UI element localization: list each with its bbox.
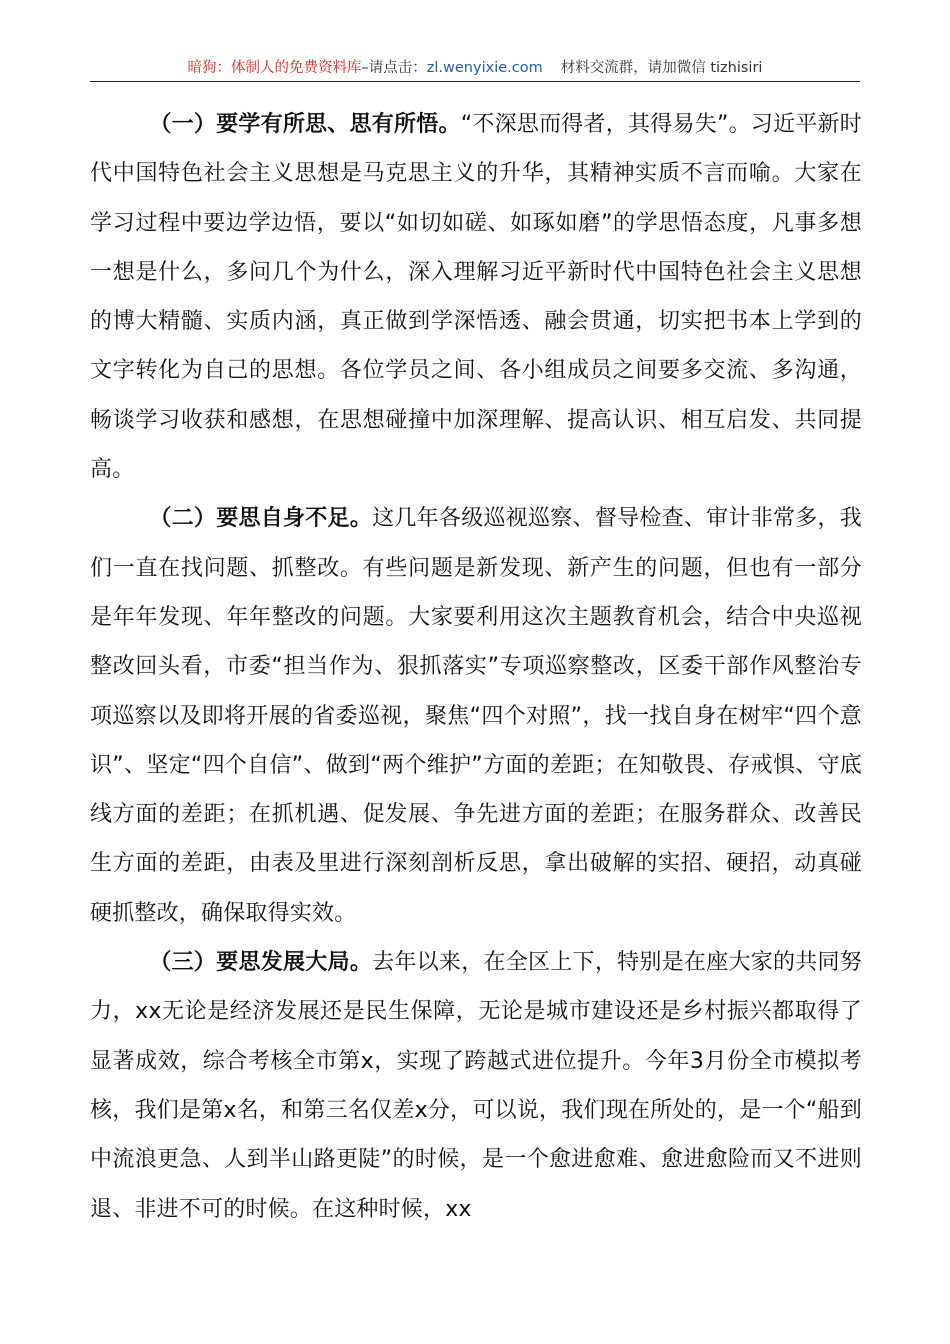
paragraph-3-text: 去年以来，在全区上下，特别是在座大家的共同努力，xx无论是经济发展还是民生保障，无论是城市建设还是乡村振兴都取得了显著成效，综合考核全市第x，实现了跨越式进位提升。今年3月份全市模拟考核，我们是第x名，和第三名仅差x分，可以说，我们现在所处的，是一个“船到中流浪更急、人到半山路更陡”的时候，是一个愈进愈难、愈进愈险而又不进则退、非进不可的时候。在这种时候，xx <box>90 950 862 1222</box>
paragraph-2-text: 这几年各级巡视巡察、督导检查、审计非常多，我们一直在找问题、抓整改。有些问题是新发现、新产生的问题，但也有一部分是年年发现、年年整改的问题。大家要利用这次主题教育机会，结合中央巡视整改回头看，市委“担当作为、狠抓落实”专项巡察整改，区委干部作风整治专项巡察以及即将开展的省委巡视，聚焦“四个对照”，找一找自身在树牢“四个意识”、坚定“四个自信”、做到“两个维护”方面的差距；在知敬畏、存戒惧、守底线方面的差距；在抓机遇、促发展、争先进方面的差距；在服务群众、改善民生方面的差距，由表及里进行深刻剖析反思，拿出破解的实招、硬招，动真碰硬抓整改，确保取得实效。 <box>90 506 862 926</box>
header-separator: –请点击： <box>361 60 427 76</box>
paragraph-1-heading: （一）要学有所思、思有所悟。 <box>149 112 461 137</box>
paragraph-2 <box>90 494 862 938</box>
paragraph-1 <box>90 100 862 494</box>
paragraph-2-heading: （二）要思自身不足。 <box>149 506 373 532</box>
header-brand: 暗狗：体制人的免费资料库 <box>187 60 362 76</box>
header-group-note: 材料交流群，请加微信 tizhisiri <box>560 60 763 76</box>
paragraph-3 <box>90 938 862 1234</box>
document-body <box>90 100 862 1234</box>
header-url-link[interactable]: zl.wenyixie.com <box>426 60 543 76</box>
paragraph-3-heading: （三）要思发展大局。 <box>149 950 373 976</box>
page-header <box>90 58 860 78</box>
paragraph-1-text: “不深思而得者，其得易失”。习近平新时代中国特色社会主义思想是马克思主义的升华，其精神实质不言而喻。大家在学习过程中要边学边悟，要以“如切如磋、如琢如磨”的学思悟态度，凡事多想一想是什么，多问几个为什么，深入理解习近平新时代中国特色社会主义思想的博大精髓、实质内涵，真正做到学深悟透、融会贯通，切实把书本上学到的文字转化为自己的思想。各位学员之间、各小组成员之间要多交流、多沟通，畅谈学习收获和感想，在思想碰撞中加深理解、提高认识、相互启发、共同提高。 <box>90 112 862 483</box>
header-divider <box>90 81 860 82</box>
